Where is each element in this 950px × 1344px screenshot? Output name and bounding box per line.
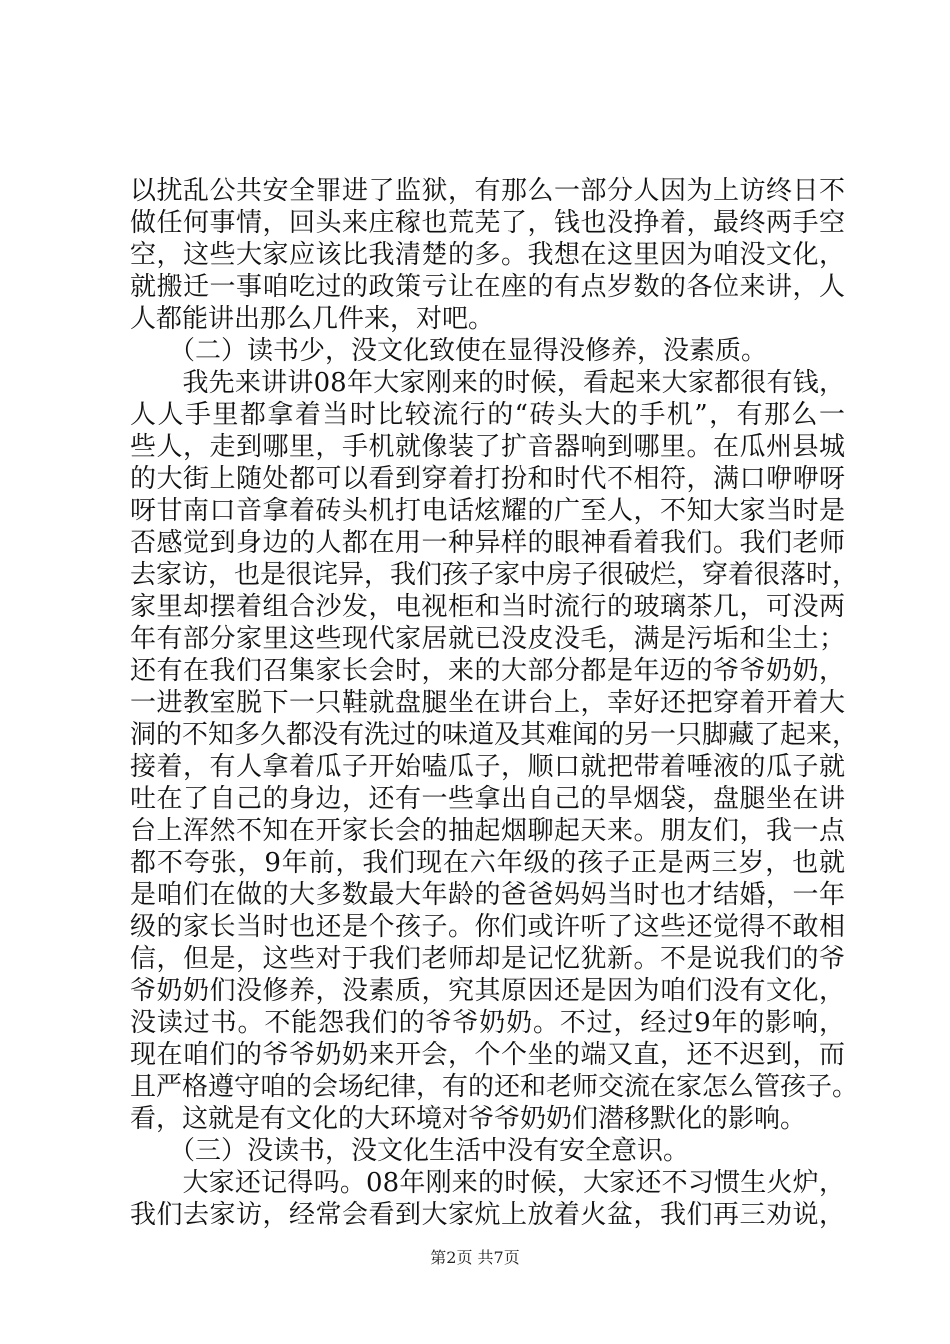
text-line: 是咱们在做的大多数最大年龄的爸爸妈妈当时也才结婚，一年 — [130, 880, 845, 910]
text-line: 接着，有人拿着瓜子开始嗑瓜子，顺口就把带着唾液的瓜子就 — [130, 752, 845, 782]
text-line: 以扰乱公共安全罪进了监狱，有那么一部分人因为上访终日不 — [130, 176, 845, 206]
text-line: 就搬迁一事咱吃过的政策亏让在座的有点岁数的各位来讲，人 — [130, 272, 845, 302]
text-line: 洞的不知多久都没有洗过的味道及其难闻的另一只脚藏了起来， — [130, 720, 859, 750]
text-line: 台上浑然不知在开家长会的抽起烟聊起天来。朋友们，我一点 — [130, 816, 845, 846]
text-line: 且严格遵守咱的会场纪律，有的还和老师交流在家怎么管孩子。 — [130, 1072, 859, 1102]
text-line: 爷奶奶们没修养，没素质，究其原因还是因为咱们没有文化， — [130, 976, 845, 1006]
text-line: 的大街上随处都可以看到穿着打扮和时代不相符，满口咿咿呀 — [130, 464, 845, 494]
body-text — [130, 175, 859, 1231]
text-line: 一进教室脱下一只鞋就盘腿坐在讲台上，幸好还把穿着开着大 — [130, 688, 845, 718]
text-line: 我先来讲讲08年大家刚来的时候，看起来大家都很有钱， — [130, 368, 845, 398]
text-line: 呀甘南口音拿着砖头机打电话炫耀的广至人，不知大家当时是 — [130, 496, 845, 526]
text-line: 去家访，也是很诧异，我们孩子家中房子很破烂，穿着很落时， — [130, 560, 859, 590]
text-line: （三）没读书，没文化生活中没有安全意识。 — [130, 1136, 690, 1166]
page-footer: 第2页 共7页 — [430, 1248, 520, 1267]
text-line: 年有部分家里这些现代家居就已没皮没毛，满是污垢和尘土； — [130, 624, 845, 654]
text-line: 信，但是，这些对于我们老师却是记忆犹新。不是说我们的爷 — [130, 944, 845, 974]
text-line: 人都能讲出那么几件来，对吧。 — [130, 304, 495, 334]
text-line: 些人，走到哪里，手机就像装了扩音器响到哪里。在瓜州县城 — [130, 432, 845, 462]
text-line: 吐在了自己的身边，还有一些拿出自己的旱烟袋，盘腿坐在讲 — [130, 784, 845, 814]
text-line: 都不夸张，9年前，我们现在六年级的孩子正是两三岁，也就 — [130, 848, 845, 878]
text-line: 还有在我们召集家长会时，来的大部分都是年迈的爷爷奶奶， — [130, 656, 845, 686]
text-line: 家里却摆着组合沙发，电视柜和当时流行的玻璃茶几，可没两 — [130, 592, 845, 622]
text-line: 大家还记得吗。08年刚来的时候，大家还不习惯生火炉， — [130, 1168, 845, 1198]
text-line: 我们去家访，经常会看到大家炕上放着火盆，我们再三劝说， — [130, 1200, 845, 1230]
text-line: 人人手里都拿着当时比较流行的“砖头大的手机”，有那么一 — [130, 400, 845, 430]
text-line: 否感觉到身边的人都在用一种异样的眼神看着我们。我们老师 — [130, 528, 845, 558]
text-line: 现在咱们的爷爷奶奶来开会，个个坐的端又直，还不迟到，而 — [130, 1040, 845, 1070]
text-line: 级的家长当时也还是个孩子。你们或许听了这些还觉得不敢相 — [130, 912, 845, 942]
text-line: 没读过书。不能怨我们的爷爷奶奶。不过，经过9年的影响， — [130, 1008, 845, 1038]
text-line: （二）读书少，没文化致使在显得没修养，没素质。 — [130, 336, 768, 366]
text-line: 做任何事情，回头来庄稼也荒芜了，钱也没挣着，最终两手空 — [130, 208, 845, 238]
text-line: 空，这些大家应该比我清楚的多。我想在这里因为咱没文化， — [130, 240, 845, 270]
text-line: 看，这就是有文化的大环境对爷爷奶奶们潜移默化的影响。 — [130, 1104, 807, 1134]
